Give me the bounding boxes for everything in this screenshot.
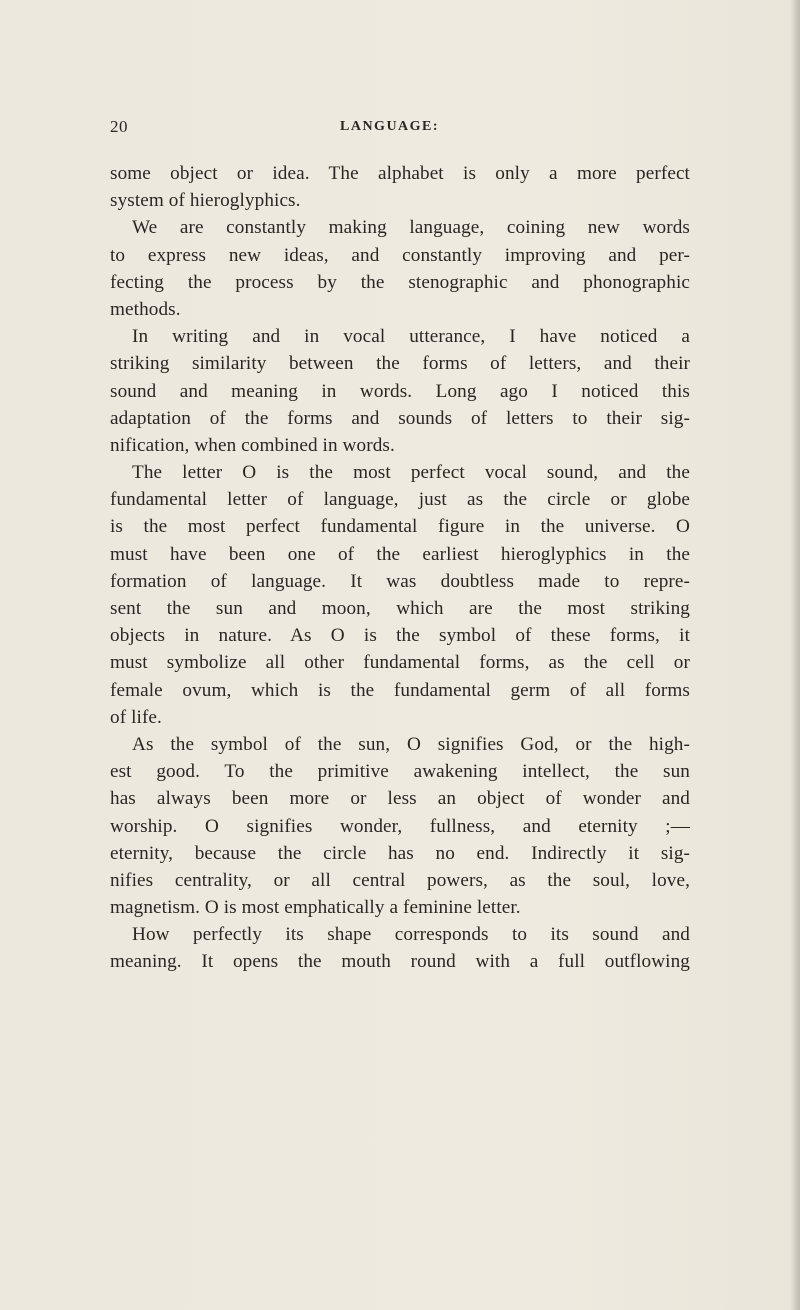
text-line: In writing and in vocal utterance, I have noticed a: [132, 326, 690, 348]
text-line: objects in nature. As O is the symbol of these forms, it: [110, 625, 690, 647]
text-line: some object or idea. The alphabet is only a more perfect: [110, 163, 690, 184]
text-line: How perfectly its shape corresponds to its sound and: [132, 924, 690, 946]
text-line: has always been more or less an object of wonder and: [110, 788, 690, 810]
running-title: LANGUAGE:: [340, 119, 440, 134]
text-line: striking similarity between the forms of letters, and their: [110, 353, 690, 375]
text-line: must symbolize all other fundamental forms, as the cell or: [110, 652, 690, 674]
text-line: sent the sun and moon, which are the most striking: [110, 598, 690, 619]
text-line: is the most perfect fundamental figure in the universe. O: [110, 516, 690, 538]
text-line: female ovum, which is the fundamental germ of all forms: [110, 679, 690, 701]
running-head: [110, 117, 690, 139]
text-line: must have been one of the earliest hieroglyphics in the: [110, 543, 690, 565]
text-line: nifies centrality, or all central powers, as the soul, love,: [110, 869, 690, 891]
text-line: The letter O is the most perfect vocal sound, and the: [132, 462, 690, 484]
text-line: fundamental letter of language, just as the circle or globe: [110, 489, 690, 511]
text-line: formation of language. It was doubtless made to repre-: [110, 570, 690, 592]
body-text: [110, 160, 690, 976]
text-line: to express new ideas, and constantly improving and per-: [110, 244, 690, 266]
page-number: 20: [110, 117, 128, 136]
text-line: methods.: [110, 298, 181, 320]
text-line: meaning. It opens the mouth round with a full outflowing: [110, 951, 690, 973]
text-line: of life.: [110, 706, 162, 728]
text-line: est good. To the primitive awakening intellect, the sun: [110, 761, 690, 783]
text-line: nification, when combined in words.: [110, 434, 395, 456]
text-line: As the symbol of the sun, O signifies God, or the high-: [132, 733, 690, 755]
text-line: magnetism. O is most emphatically a feminine letter.: [110, 897, 521, 919]
text-line: adaptation of the forms and sounds of letters to their sig-: [110, 407, 690, 429]
text-line: system of hieroglyphics.: [110, 190, 301, 212]
page-edge-shadow: [790, 0, 800, 1310]
text-line: worship. O signifies wonder, fullness, and eternity ;—: [110, 815, 690, 837]
text-line: eternity, because the circle has no end. Indirectly it sig-: [110, 842, 690, 864]
text-line: We are constantly making language, coining new words: [132, 217, 690, 239]
text-line: sound and meaning in words. Long ago I noticed this: [110, 380, 690, 402]
text-line: fecting the process by the stenographic and phonographic: [110, 271, 690, 293]
